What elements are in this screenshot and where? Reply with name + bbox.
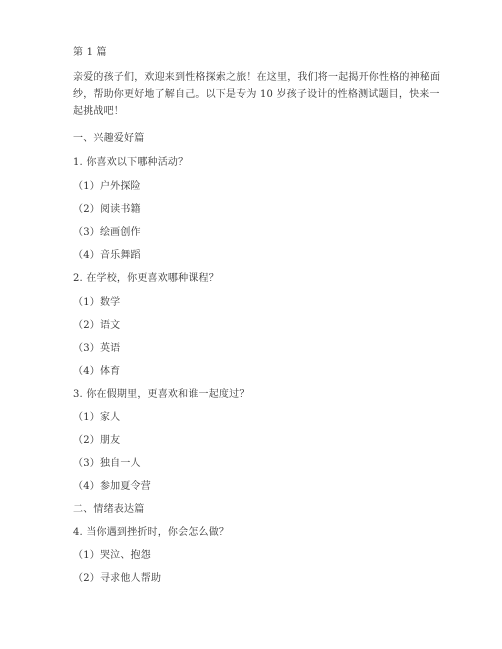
- chapter-title: 第 1 篇: [73, 47, 107, 58]
- answer-option: （2）语文: [73, 320, 121, 331]
- answer-option: （1）家人: [73, 412, 121, 423]
- answer-option: （4）音乐舞蹈: [73, 250, 141, 261]
- section-heading: 二、情绪表达篇: [73, 504, 145, 515]
- answer-option: （1）数学: [73, 297, 121, 308]
- answer-option: （2）寻求他人帮助: [73, 573, 162, 584]
- answer-option: （3）英语: [73, 343, 121, 354]
- question-text: 3. 你在假期里，更喜欢和谁一起度过？: [73, 389, 250, 400]
- answer-option: （4）参加夏令营: [73, 481, 151, 492]
- answer-option: （2）朋友: [73, 435, 121, 446]
- answer-option: （1）哭泣、抱怨: [73, 550, 151, 561]
- intro-line: 纱，帮助你更好地了解自己。以下是专为 10 岁孩子设计的性格测试题目，快来一: [73, 89, 440, 100]
- question-text: 1. 你喜欢以下哪种活动？: [73, 157, 189, 168]
- intro-line: 亲爱的孩子们，欢迎来到性格探索之旅！在这里，我们将一起揭开你性格的神秘面: [73, 72, 441, 83]
- answer-option: （1）户外探险: [73, 181, 141, 192]
- answer-option: （2）阅读书籍: [73, 204, 141, 215]
- answer-option: （4）体育: [73, 366, 121, 377]
- intro-paragraph: [73, 69, 441, 120]
- intro-line: 起挑战吧！: [73, 106, 124, 117]
- question-text: 4. 当你遇到挫折时，你会怎么做？: [73, 527, 230, 538]
- answer-option: （3）绘画创作: [73, 227, 141, 238]
- answer-option: （3）独自一人: [73, 458, 141, 469]
- question-text: 2. 在学校，你更喜欢哪种课程？: [73, 273, 219, 284]
- section-heading: 一、兴趣爱好篇: [73, 133, 145, 144]
